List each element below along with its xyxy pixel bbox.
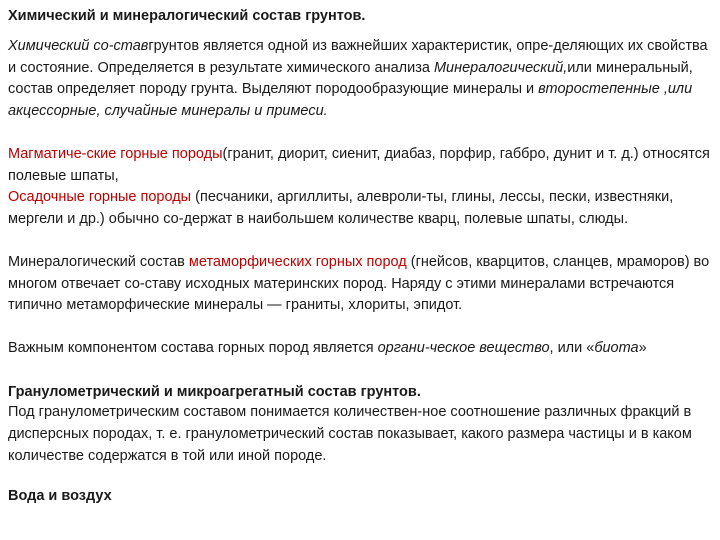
paragraph-organic (8, 338, 712, 360)
term-sedimentary-rocks: Осадочные горные породы (8, 189, 192, 205)
text-metamorphic-lead: Минералогический состав (8, 254, 189, 270)
text-metamorphic-desc: (гнейсов, кварцитов, сланцев, мраморов) во многом отвечает со-ставу исходных материнских пород. Наряду с этими минералами встречаются типично метаморфические минералы — граниты, хлориты, эпидот. (8, 254, 710, 314)
term-mineralogical: Минералогический, (433, 59, 568, 76)
term-secondary-minerals: второстепенные ,или акцессорные, случайные минералы и примеси. (8, 81, 693, 119)
term-igneous-rocks: Магматиче-ские горные породы (8, 146, 223, 162)
term-organic-matter: органи-ческое вещество (377, 340, 550, 356)
heading-water-air: Вода и воздух (8, 488, 112, 504)
text-sedimentary-desc: (песчаники, аргиллиты, алевроли-ты, глины, лессы, пески, известняки, мергели и др.) обычно со-держат в наибольшем количестве кварц, полевые шпаты, слюды. (8, 189, 674, 227)
text-chemical-desc: грунтов является одной из важнейших характеристик, опре-деляющих их свойства и состояние. Определяется в результате химического анализа (8, 38, 708, 76)
paragraph-chemical-composition (8, 36, 712, 122)
paragraph-metamorphic (8, 252, 712, 317)
term-chemical-composition: Химический со-став (8, 38, 149, 54)
text-mineralogical-desc: или минеральный, состав определяет породу грунта. Выделяют породообразующие минералы и (8, 59, 693, 98)
text-organic-or: , или « (549, 340, 595, 356)
text-organic-close: » (638, 340, 647, 356)
term-biota: биота (594, 340, 639, 356)
paragraph-igneous (8, 144, 712, 187)
paragraph-sedimentary (8, 187, 712, 230)
heading-granulometric: Гранулометрический и микроагрегатный состав грунтов. (8, 384, 421, 400)
paragraph-granulometric: Под гранулометрическим составом понимается количествен-ное соотношение различных фракций в дисперсных породах, т. е. гранулометрический состав показывает, какого размера частицы и в каком количестве содержатся в той или иной породе. (8, 404, 692, 464)
term-metamorphic-rocks: метаморфических горных пород (188, 254, 407, 270)
text-igneous-desc: (гранит, диорит, сиенит, диабаз, порфир, габбро, дунит и т. д.) относятся полевые шпаты, (8, 146, 710, 184)
text-organic-lead: Важным компонентом состава горных пород является (8, 340, 378, 356)
heading-chemical-composition: Химический и минералогический состав грунтов. (8, 8, 366, 24)
